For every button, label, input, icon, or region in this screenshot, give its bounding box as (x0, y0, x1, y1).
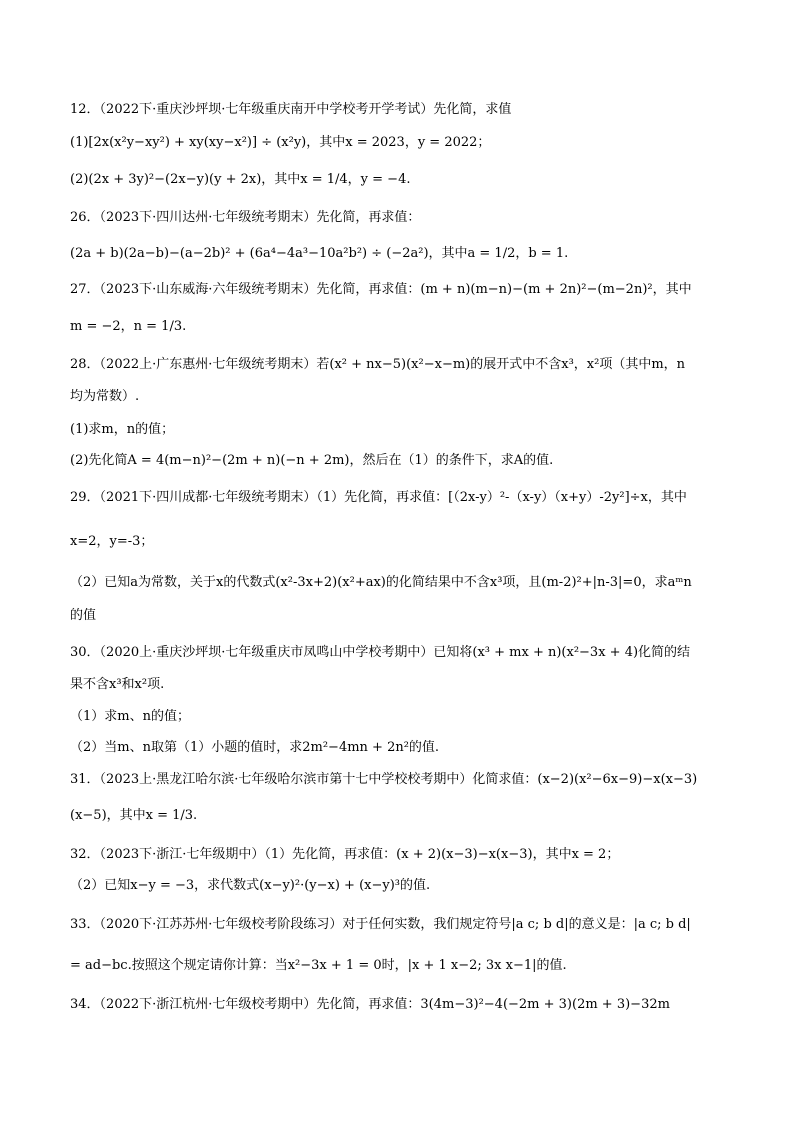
problem-26-expression: (2a + b)(2a−b)−(a−2b)² + (6a⁴−4a³−10a²b²) ÷ (−2a²)，其中a = 1/2，b = 1. (70, 246, 569, 261)
problem-12-part-2: (2)(2x + 3y)²−(2x−y)(y + 2x)，其中x = 1/4，y = −4. (70, 172, 411, 187)
problem-29-part-2: （2）已知a为常数，关于x的代数式(x²-3x+2)(x²+ax)的化简结果中不含x³项，且(m-2)²+|n-3|=0，求aᵐn (70, 575, 692, 590)
problem-32-header: 32．（2023下·浙江·七年级期中）（1）先化简，再求值：(x + 2)(x−3)−x(x−3)，其中x = 2； (70, 847, 620, 862)
problem-33-header: 33．（2020下·江苏苏州·七年级校考阶段练习）对于任何实数，我们规定符号|a c; b d|的意义是：|a c; b d| (70, 917, 691, 932)
problem-30-part-2: （2）当m、n取第（1）小题的值时，求2m²−4mn + 2n²的值. (70, 740, 440, 755)
problem-31-condition: (x−5)，其中x = 1/3. (70, 808, 198, 823)
problem-28-part-1: (1)求m，n的值； (70, 422, 175, 437)
problem-29-part-2-cont: 的值 (70, 608, 97, 623)
problem-12-header: 12．（2022下·重庆沙坪坝·七年级重庆南开中学校考开学考试）先化简，求值 (70, 102, 512, 117)
problem-33-cont: = ad−bc.按照这个规定请你计算：当x²−3x + 1 = 0时，|x + 1 x−2; 3x x−1|的值. (70, 958, 567, 973)
problem-34-header: 34．（2022下·浙江杭州·七年级校考期中）先化简，再求值：3(4m−3)²−4(−2m + 3)(2m + 3)−32m (70, 997, 670, 1012)
problem-27-header: 27．（2023下·山东威海·六年级统考期末）先化简，再求值：(m + n)(m−n)−(m + 2n)²−(m−2n)²，其中 (70, 282, 692, 297)
problem-29-header: 29．（2021下·四川成都·七年级统考期末）（1）先化简，再求值：[（2x-y）²-（x-y）（x+y）-2y²]÷x，其中 (70, 490, 687, 505)
problem-30-header-cont: 果不含x³和x²项. (70, 677, 165, 692)
problem-28-header: 28．（2022上·广东惠州·七年级统考期末）若(x² + nx−5)(x²−x−m)的展开式中不含x³，x²项（其中m，n (70, 357, 686, 372)
problem-29-condition: x=2，y=-3； (70, 534, 154, 549)
problem-28-part-2: (2)先化简A = 4(m−n)²−(2m + n)(−n + 2m)，然后在（1）的条件下，求A的值. (70, 453, 554, 468)
problem-30-header: 30．（2020上·重庆沙坪坝·七年级重庆市凤鸣山中学校考期中）已知将(x³ + mx + n)(x²−3x + 4)化简的结 (70, 645, 691, 660)
problem-32-part-2: （2）已知x−y = −3，求代数式(x−y)²·(y−x) + (x−y)³的值. (70, 878, 431, 893)
problem-27-condition: m = −2，n = 1/3. (70, 319, 187, 334)
problem-26-header: 26．（2023下·四川达州·七年级统考期末）先化简，再求值： (70, 210, 421, 225)
problem-30-part-1: （1）求m、n的值； (70, 709, 190, 724)
problem-28-header-cont: 均为常数）. (70, 389, 140, 404)
problem-12-part-1: (1)[2x(x²y−xy²) + xy(xy−x²)] ÷ (x²y)，其中x = 2023，y = 2022； (70, 135, 491, 150)
problem-31-header: 31．（2023上·黑龙江哈尔滨·七年级哈尔滨市第十七中学校校考期中）化简求值：(x−2)(x²−6x−9)−x(x−3) (70, 772, 698, 787)
